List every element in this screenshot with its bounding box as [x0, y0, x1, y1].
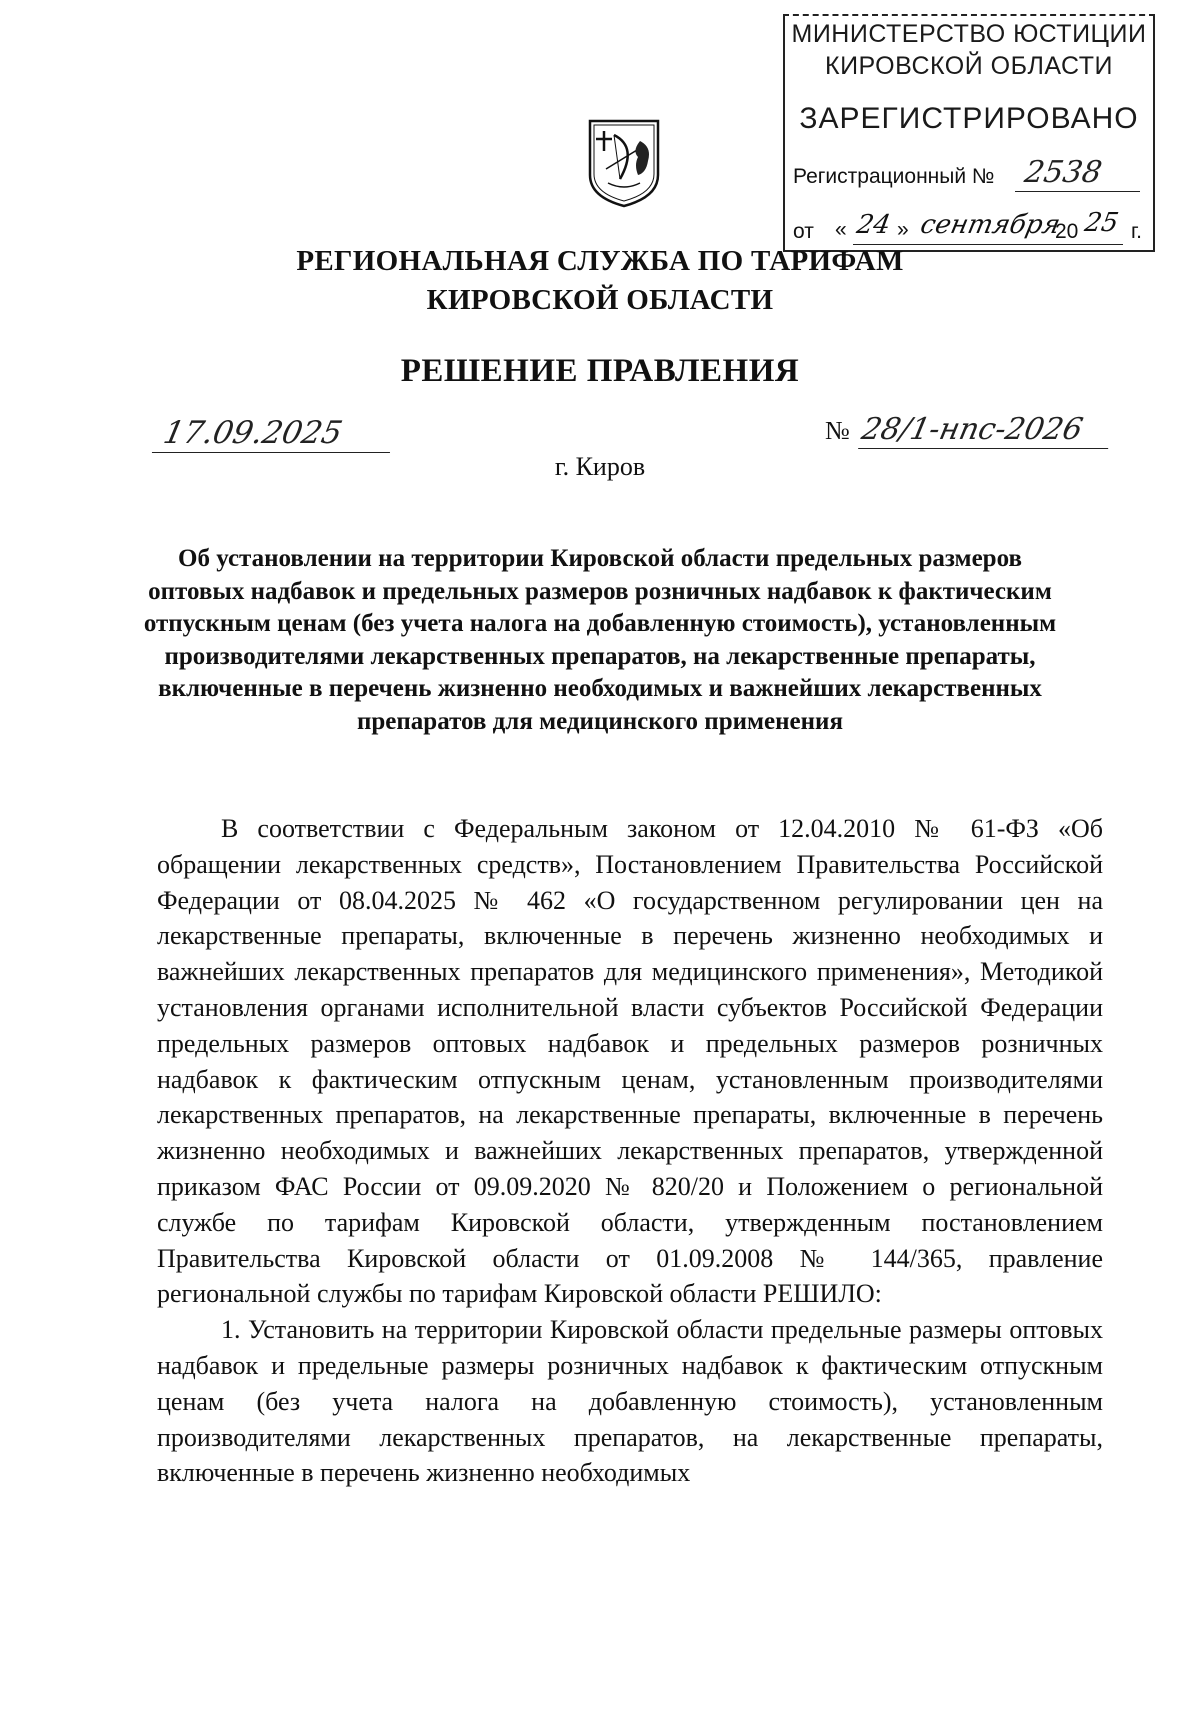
- document-city: г. Киров: [554, 452, 646, 481]
- stamp-date-row: [793, 208, 1153, 248]
- stamp-date-year-handwritten: 25: [1082, 208, 1121, 238]
- stamp-number-row: [793, 155, 1148, 195]
- document-type-title: РЕШЕНИЕ ПРАВЛЕНИЯ: [400, 353, 800, 389]
- stamp-ministry: МИНИСТЕРСТВО ЮСТИЦИИ: [791, 20, 1147, 48]
- stamp-border-top: [783, 14, 1155, 16]
- stamp-date-suffix: г.: [1131, 220, 1142, 243]
- document-number-label: №: [825, 416, 850, 445]
- stamp-date-day-handwritten: 24: [854, 210, 893, 240]
- document-date-handwritten: 17.09.2025: [152, 414, 398, 453]
- organization-name-line2: КИРОВСКОЙ ОБЛАСТИ: [426, 284, 774, 316]
- stamp-number-handwritten: 2538: [1021, 155, 1105, 190]
- coat-of-arms-icon: [586, 117, 662, 209]
- stamp-date-century: 20: [1055, 220, 1079, 243]
- registration-stamp: [783, 14, 1155, 252]
- stamp-date-month-handwritten: сентября: [917, 210, 1063, 240]
- stamp-number-label: Регистрационный №: [793, 165, 995, 188]
- stamp-date-prefix: от: [793, 220, 814, 243]
- stamp-region: КИРОВСКОЙ ОБЛАСТИ: [825, 52, 1113, 80]
- stamp-date-close-quote: »: [897, 218, 909, 241]
- stamp-number-underline: [1015, 191, 1140, 192]
- organization-name-line1: РЕГИОНАЛЬНАЯ СЛУЖБА ПО ТАРИФАМ: [296, 245, 904, 277]
- stamp-registered: ЗАРЕГИСТРИРОВАНО: [799, 102, 1139, 135]
- body-item-1-paragraph: 1. Установить на территории Кировской области предельные размеры оптовых надбавок и предельные размеры розничных надбавок к фактическим отпускным ценам (без учета налога на добавленную стоимость), установленным производителями лекарственных препаратов, на лекарственные препараты, включенные в перечень жизненно необходимых: [157, 1315, 1103, 1488]
- document-body: [157, 811, 1103, 1491]
- document-subject: Об установлении на территории Кировской области предельных размеров оптовых надбавок и предельных размеров розничных надбавок к фактическим отпускным ценам (без учета налога на добавленную стоимость), установленным производителями лекарственных препаратов, на лекарственные препараты, включенные в перечень жизненно необходимых и важнейших лекарственных препаратов для медицинского применения: [143, 545, 1057, 735]
- document-number-handwritten: 28/1-нпс-2026: [858, 412, 1116, 449]
- body-preamble-paragraph: В соответствии с Федеральным законом от 12.04.2010 № 61-ФЗ «Об обращении лекарственных средств», Постановлением Правительства Российской Федерации от 08.04.2025 № 462 «О государственном регулировании цен на лекарственные препараты, включенные в перечень жизненно необходимых и важнейших лекарственных препаратов для медицинского применения», Методикой установления органами исполнительной власти субъектов Российской Федерации предельных размеров оптовых надбавок и предельных размеров розничных надбавок к фактическим отпускным ценам, установленным производителями лекарственных препаратов, на лекарственные препараты, включенные в перечень жизненно необходимых и важнейших лекарственных препаратов, утвержденной приказом ФАС России от 09.09.2020 № 820/20 и Положением о региональной службе по тарифам Кировской области, утвержденным постановлением Правительства Кировской области от 01.09.2008 № 144/365, правление региональной службы по тарифам Кировской области РЕШИЛО:: [157, 814, 1103, 1309]
- stamp-date-open-quote: «: [835, 218, 847, 241]
